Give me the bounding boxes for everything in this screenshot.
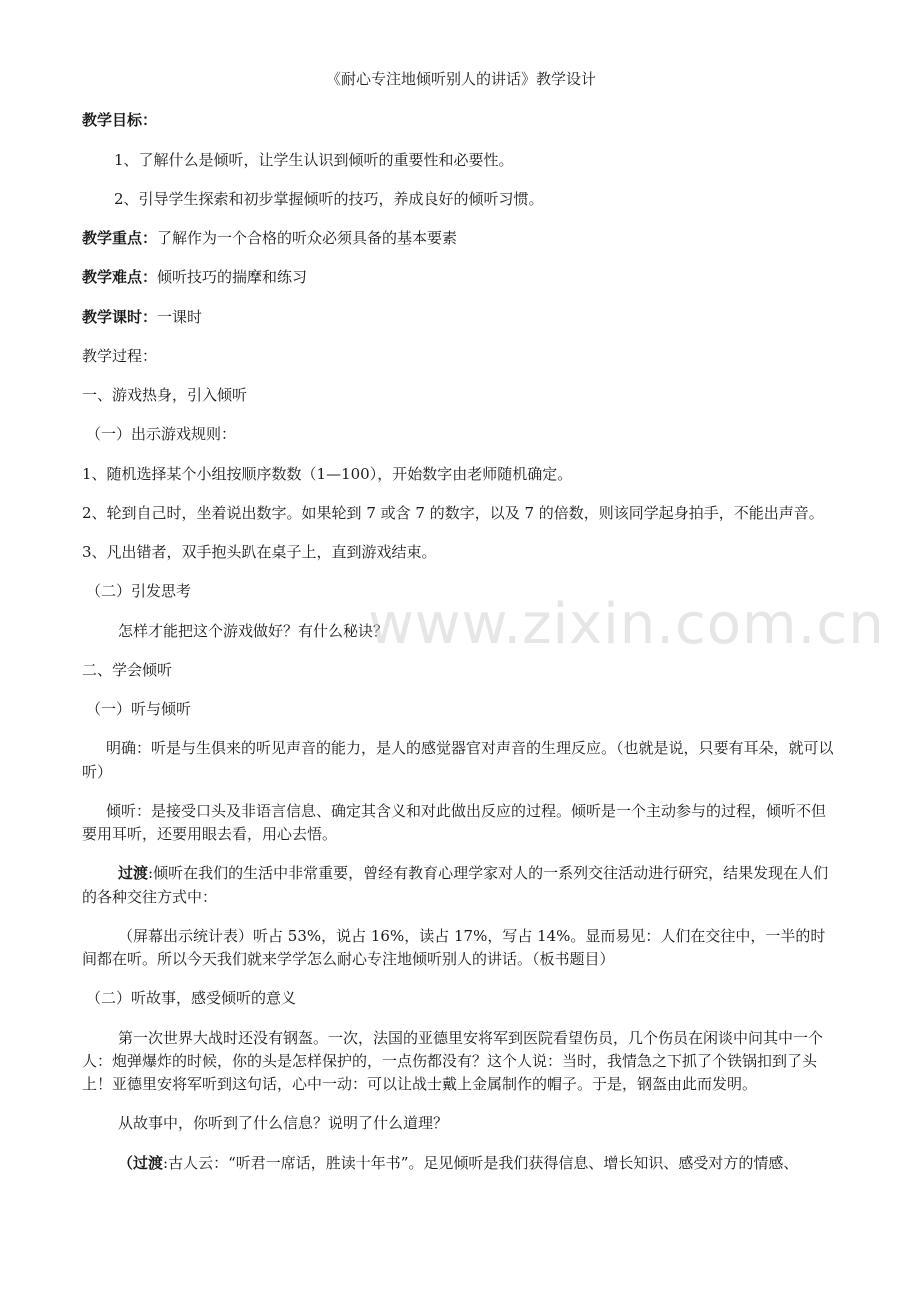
difficulty-label: 教学难点： <box>82 268 158 287</box>
rule-3: 3、凡出错者，双手抱头趴在桌子上，直到游戏结束。 <box>82 543 437 561</box>
transition-label: 过渡 <box>118 864 149 883</box>
section-2-sub-2: （二）听故事，感受倾听的意义 <box>86 989 297 1008</box>
paragraph-stats: （屏幕出示统计表）听占 53%，说占 16%，读占 17%，写占 14%。显而易见：人们在交往中，一半的时间都在听。所以今天我们就来学学怎么耐心专注地倾听别人的讲话。（板书题目） <box>82 926 826 968</box>
paragraph-story: 第一次世界大战时还没有钢盔。一次，法国的亚德里安将军到医院看望伤员，几个伤员在闲谈中问其中一个人：炮弹爆炸的时候，你的头是怎样保护的，一点伤都没有？这个人说：当时，我情急之下抓了个铁锅扣到了头上！亚德里安将军听到这句话，心中一动：可以让战士戴上金属制作的帽子。于是，钢盔由此而发明。 <box>82 1028 824 1093</box>
transition-2-label: （过渡 <box>118 1153 164 1172</box>
section-1-heading: 一、游戏热身，引入倾听 <box>82 386 248 404</box>
difficulty-text: 倾听技巧的揣摩和练习 <box>157 268 308 287</box>
paragraph-transition-2 <box>82 1152 840 1175</box>
process-heading: 教学过程： <box>82 346 158 365</box>
paragraph-qingting: 倾听：是接受口头及非语言信息、确定其含义和对此做出反应的过程。倾听是一个主动参与的过程，倾听不但要用耳听，还要用眼去看，用心去悟。 <box>82 801 827 843</box>
transition-2-text: :古人云：“听君一席话，胜读十年书”。足见倾听是我们获得信息、增长知识、感受对方的情感、 <box>163 1153 799 1172</box>
section-2-heading: 二、学会倾听 <box>82 660 173 679</box>
goals-heading <box>82 109 840 132</box>
goals-label: 教学目标： <box>82 111 158 130</box>
watermark: www.zixin.com.cn <box>368 592 885 657</box>
paragraph-transition-1 <box>82 862 840 909</box>
rule-2: 2、轮到自己时，坐着说出数字。如果轮到 7 或含 7 的数字，以及 7 的倍数，则该同学起身拍手，不能出声音。 <box>82 503 824 522</box>
key-text: 了解作为一个合格的听众必须具备的基本要素 <box>157 229 458 247</box>
goal-2: 2、引导学生探索和初步掌握倾听的技巧，养成良好的倾听习惯。 <box>114 189 544 208</box>
section-1-sub-1: （一）出示游戏规则： <box>86 425 237 444</box>
think-question: 怎样才能把这个游戏做好？有什么秘诀？ <box>118 621 389 640</box>
difficulty <box>82 266 840 289</box>
document-page <box>82 68 840 1191</box>
goal-1: 1、了解什么是倾听，让学生认识到倾听的重要性和必要性。 <box>114 150 514 169</box>
document-title: 《耐心专注地倾听别人的讲话》教学设计 <box>325 70 596 88</box>
section-1-sub-2: （二）引发思考 <box>86 582 192 601</box>
rule-1: 1、随机选择某个小组按顺序数数（1—100），开始数字由老师随机确定。 <box>82 464 573 483</box>
hours-label: 教学课时： <box>82 307 158 326</box>
paragraph-question: 从故事中，你听到了什么信息？说明了什么道理？ <box>118 1114 449 1133</box>
key-point <box>82 227 840 250</box>
paragraph-mingque: 明确：听是与生俱来的听见声音的能力，是人的感觉器官对声音的生理反应。（也就是说，只要有耳朵，就可以听） <box>82 739 834 781</box>
transition-text: :倾听在我们的生活中非常重要，曾经有教育心理学家对人的一系列交往活动进行研究，结果发现在人们的各种交往方式中： <box>82 864 829 906</box>
class-hours <box>82 306 840 329</box>
hours-text: 一课时 <box>157 307 203 326</box>
section-2-sub-1: （一）听与倾听 <box>86 700 192 718</box>
key-label: 教学重点： <box>82 229 158 247</box>
